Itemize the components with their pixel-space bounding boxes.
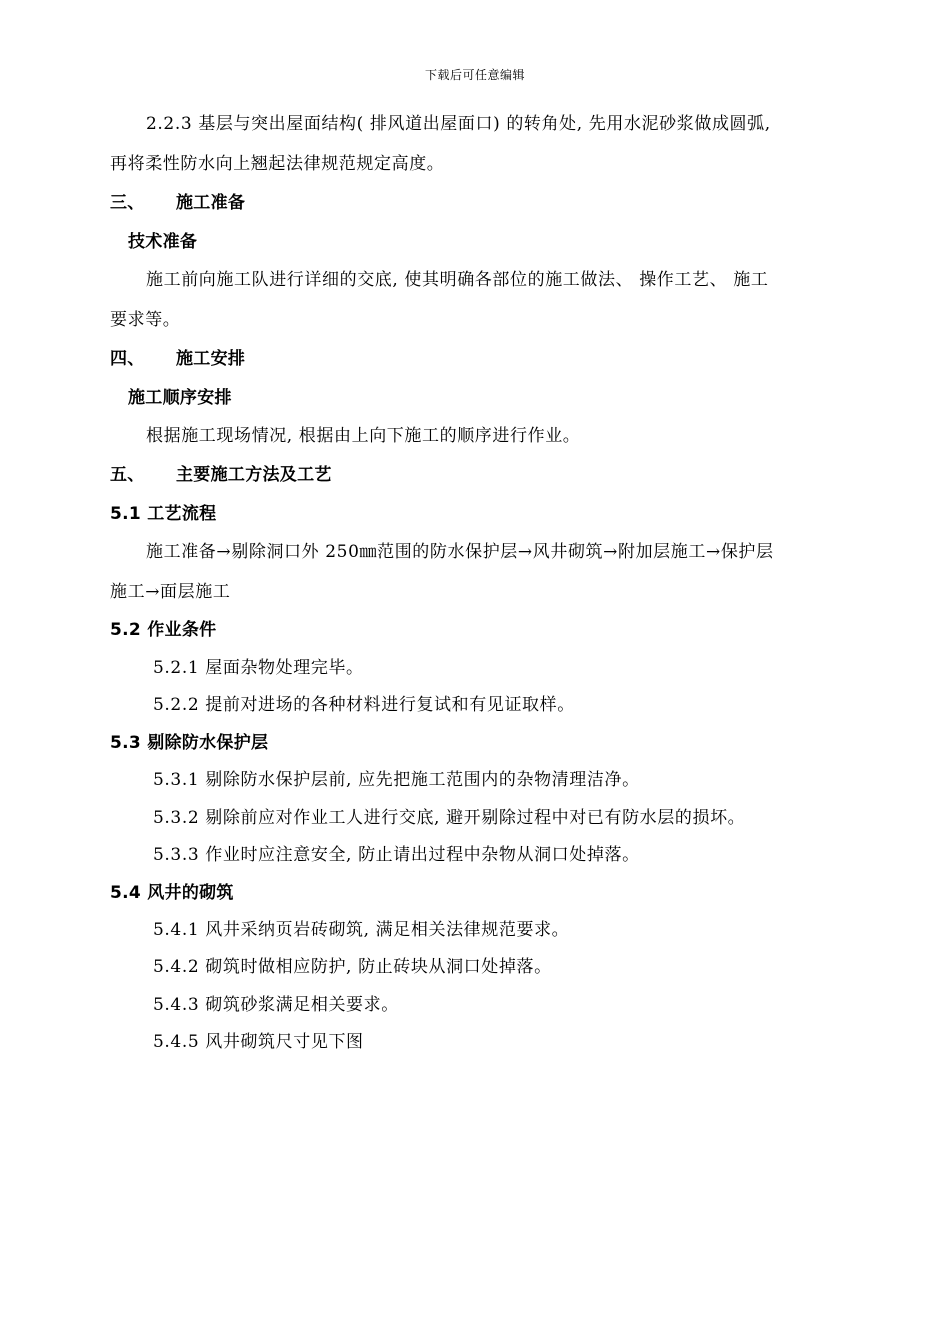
- item-5-3-1: 5.3.1 剔除防水保护层前, 应先把施工范围内的杂物清理洁净。: [153, 770, 640, 790]
- section-5-4-heading: 5.4 风井的砌筑: [110, 883, 234, 903]
- section-4-title: 施工安排: [176, 349, 246, 369]
- item-5-3-2: 5.3.2 剔除前应对作业工人进行交底, 避开剔除过程中对已有防水层的损坏。: [153, 808, 746, 828]
- paragraph-2-2-3-line2: 再将柔性防水向上翘起法律规范规定高度。: [110, 154, 445, 174]
- section-5-1-paragraph-line1: 施工准备→剔除洞口外 250㎜范围的防水保护层→风井砌筑→附加层施工→保护层: [146, 542, 774, 562]
- item-5-4-1: 5.4.1 风井采纳页岩砖砌筑, 满足相关法律规范要求。: [153, 920, 570, 940]
- section-5-1-heading: 5.1 工艺流程: [110, 504, 217, 524]
- section-5-number: 五、: [110, 465, 145, 485]
- section-3-subheading: 技术准备: [128, 232, 198, 252]
- section-4-number: 四、: [110, 349, 145, 369]
- section-5-heading: [110, 463, 840, 487]
- section-3-number: 三、: [110, 193, 145, 213]
- item-5-4-5: 5.4.5 风井砌筑尺寸见下图: [153, 1032, 364, 1052]
- section-5-2-heading: 5.2 作业条件: [110, 620, 217, 640]
- paragraph-2-2-3-line1: 2.2.3 基层与突出屋面结构( 排风道出屋面口) 的转角处, 先用水泥砂浆做成圆弧,: [146, 114, 771, 134]
- section-5-3-heading: 5.3 剔除防水保护层: [110, 733, 269, 753]
- item-5-3-3: 5.3.3 作业时应注意安全, 防止请出过程中杂物从洞口处掉落。: [153, 845, 640, 865]
- item-5-4-3: 5.4.3 砌筑砂浆满足相关要求。: [153, 995, 399, 1015]
- item-5-2-1: 5.2.1 屋面杂物处理完毕。: [153, 658, 364, 678]
- section-3-paragraph-line2: 要求等。: [110, 310, 181, 330]
- section-4-heading: [110, 347, 840, 371]
- section-5-1-paragraph-line2: 施工→面层施工: [110, 582, 231, 602]
- section-3-title: 施工准备: [176, 193, 246, 213]
- section-4-paragraph: 根据施工现场情况, 根据由上向下施工的顺序进行作业。: [146, 426, 581, 446]
- section-5-title: 主要施工方法及工艺: [176, 465, 332, 485]
- item-5-4-2: 5.4.2 砌筑时做相应防护, 防止砖块从洞口处掉落。: [153, 957, 552, 977]
- section-3-paragraph-line1: 施工前向施工队进行详细的交底, 使其明确各部位的施工做法、 操作工艺、 施工: [146, 270, 769, 290]
- page-header: 下载后可任意编辑: [424, 68, 525, 82]
- section-3-heading: [110, 191, 840, 215]
- item-5-2-2: 5.2.2 提前对进场的各种材料进行复试和有见证取样。: [153, 695, 575, 715]
- section-4-subheading: 施工顺序安排: [128, 388, 232, 408]
